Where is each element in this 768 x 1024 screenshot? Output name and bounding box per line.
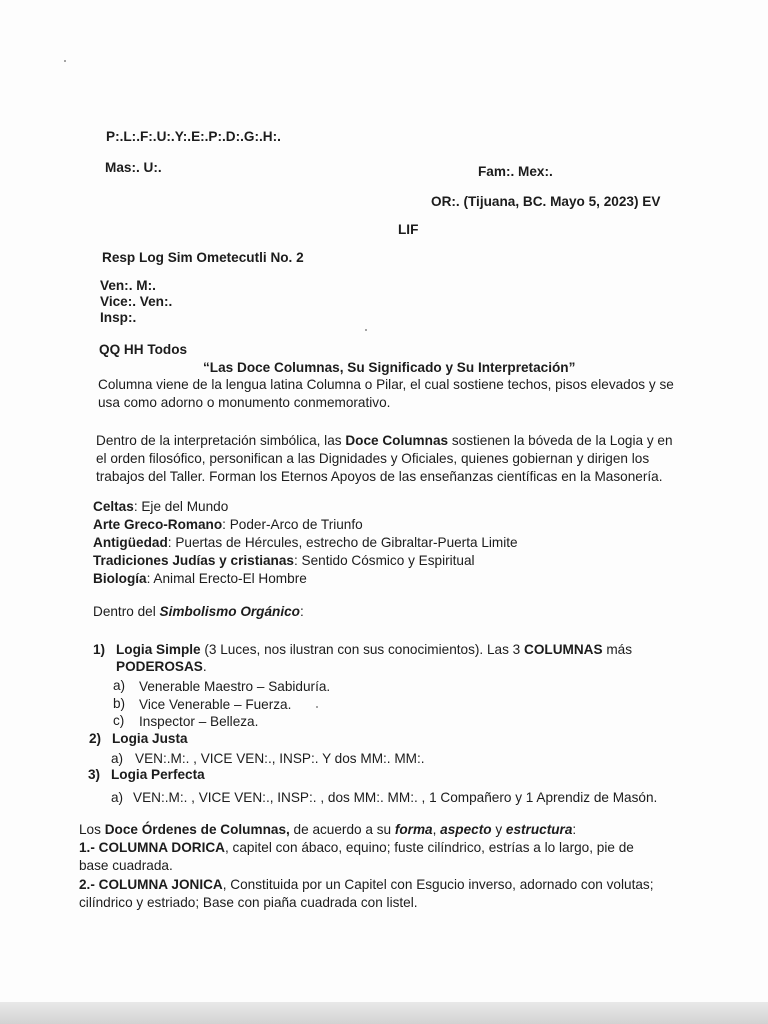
dorica-line: base cuadrada.: [79, 858, 173, 873]
list-number-3: 3): [88, 767, 101, 782]
header-vice: Vice:. Ven:.: [100, 294, 173, 309]
sub-item: Inspector – Belleza.: [139, 714, 259, 729]
list-item-logia-simple-cont: PODEROSAS.: [116, 659, 207, 674]
sub-item: Venerable Maestro – Sabiduría.: [139, 679, 331, 694]
header-or-date: OR:. (Tijuana, BC. Mayo 5, 2023) EV: [431, 194, 661, 209]
jonica-paragraph: [79, 876, 653, 912]
sub-item: Vice Venerable – Fuerza.: [139, 697, 292, 712]
scan-speck: [365, 329, 367, 331]
symbolic-paragraph: [96, 432, 673, 486]
orders-heading: Los Doce Órdenes de Columnas, de acuerdo a su forma, aspecto y estructura:: [79, 822, 577, 837]
sub-mark: c): [113, 713, 125, 728]
sub-mark: a): [111, 790, 124, 805]
header-ven: Ven:. M:.: [100, 278, 156, 293]
definition-item: Arte Greco-Romano: Poder-Arco de Triunfo: [93, 517, 363, 532]
sub-mark: a): [111, 751, 124, 766]
document-title: “Las Doce Columnas, Su Significado y Su Interpretación”: [203, 360, 576, 375]
sub-item: VEN:.M:. , VICE VEN:., INSP:. Y dos MM:. MM:.: [135, 751, 425, 766]
sub-mark: a): [113, 678, 126, 693]
list-item-logia-perfecta: Logia Perfecta: [111, 767, 205, 782]
symbolic-line: el orden filosófico, personifican a las Dignidades y Oficiales, quienes gobiernan y dirigen los: [96, 451, 650, 466]
header-fam: Fam:. Mex:.: [478, 164, 553, 179]
definition-item: Tradiciones Judías y cristianas: Sentido Cósmico y Espiritual: [93, 553, 475, 568]
header-lif: LIF: [398, 222, 419, 237]
dorica-line: 1.- COLUMNA DORICA, capitel con ábaco, equino; fuste cilíndrico, estrías a lo largo, pie de: [79, 840, 634, 855]
list-item-logia-simple: Logia Simple (3 Luces, nos ilustran con sus conocimientos). Las 3 COLUMNAS más: [116, 642, 633, 657]
header-resp: Resp Log Sim Ometecutli No. 2: [102, 250, 304, 265]
definition-item: Antigüedad: Puertas de Hércules, estrecho de Gibraltar-Puerta Limite: [93, 535, 518, 550]
symbolic-line: Dentro de la interpretación simbólica, las Doce Columnas sostienen la bóveda de la Logia y en: [96, 433, 673, 448]
scan-bottom-edge: [0, 1002, 768, 1024]
list-item-logia-justa: Logia Justa: [112, 731, 188, 746]
header-insp: Insp:.: [100, 310, 137, 325]
header-qq: QQ HH Todos: [99, 342, 188, 357]
list-number-1: 1): [93, 642, 106, 657]
definition-item: Celtas: Eje del Mundo: [93, 499, 229, 514]
definitions-list: [93, 498, 518, 588]
sub-item: VEN:.M:. , VICE VEN:., INSP:. , dos MM:. MM:. , 1 Compañero y 1 Aprendiz de Masón.: [133, 790, 658, 805]
scan-speck: [64, 60, 66, 62]
jonica-line: cilíndrico y estriado; Base con piaña cuadrada con listel.: [79, 895, 418, 910]
organic-heading: Dentro del Simbolismo Orgánico:: [93, 604, 304, 619]
jonica-line: 2.- COLUMNA JONICA, Constituida por un Capitel con Esgucio inverso, adornado con volutas;: [79, 877, 654, 892]
intro-paragraph: [98, 376, 674, 412]
header-acronym: P:.L:.F:.U:.Y:.E:.P:.D:.G:.H:.: [106, 129, 281, 144]
intro-line: Columna viene de la lengua latina Columna o Pilar, el cual sostiene techos, pisos elevados y se: [98, 377, 674, 392]
list-number-2: 2): [89, 731, 102, 746]
scan-speck: [316, 706, 318, 708]
intro-line: usa como adorno o monumento conmemorativo.: [98, 395, 391, 410]
symbolic-line: trabajos del Taller. Forman los Eternos Apoyos de las enseñanzas científicas en la Masonería.: [96, 469, 663, 484]
header-mas: Mas:. U:.: [105, 160, 162, 175]
definition-item: Biología: Animal Erecto-El Hombre: [93, 571, 307, 586]
dorica-paragraph: [79, 839, 634, 875]
sub-mark: b): [113, 696, 126, 711]
